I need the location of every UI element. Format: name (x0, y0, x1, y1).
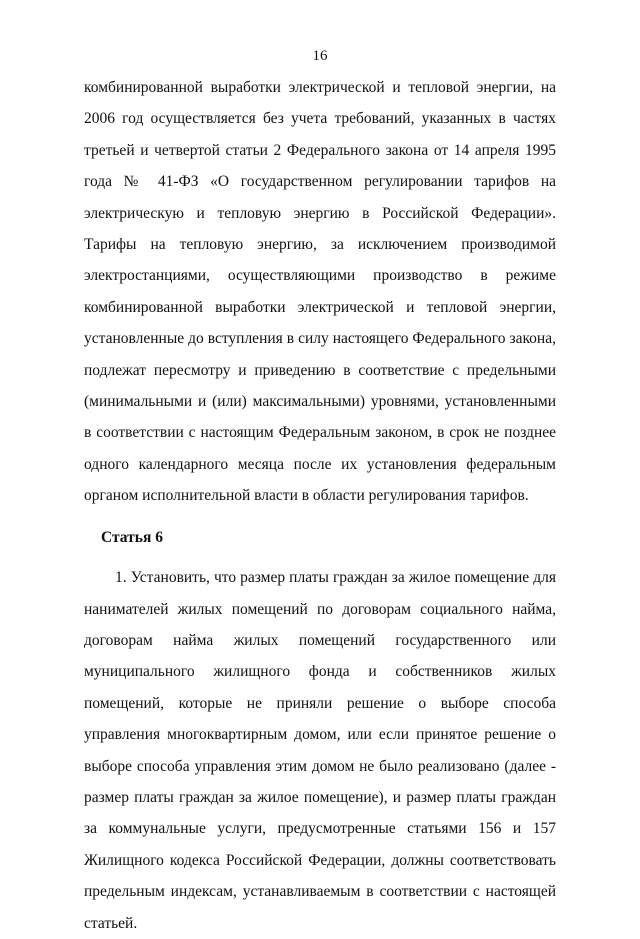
paragraph-continuation: комбинированной выработки электрической и тепловой энергии, на 2006 год осуществляется без учета требований, указанных в частях третьей и четвертой статьи 2 Федерального закона от 14 апреля 1995 года № 41-ФЗ «О государственном регулировании тарифов на электрическую и тепловую энергию в Российской Федерации». Тарифы на тепловую энергию, за исключением производимой электростанциями, осуществляющими производство в режиме комбинированной выработки электрической и тепловой энергии, установленные до вступления в силу настоящего Федерального закона, подлежат пересмотру и приведению в соответствие с предельными (минимальными и (или) максимальными) уровнями, установленными в соответствии с настоящим Федеральным законом, в срок не позднее одного календарного месяца после их установления федеральным органом исполнительной власти в области регулирования тарифов. (84, 79, 556, 505)
document-body (84, 72, 556, 939)
paragraph-article-6-part-1: 1. Установить, что размер платы граждан за жилое помещение для нанимателей жилых помещений по договорам социального найма, договорам найма жилых помещений государственного или муниципального жилищного фонда и собственников жилых помещений, которые не приняли решение о выборе способа управления многоквартирным домом, или если принятое решение о выборе способа управления этим домом не было реализовано (далее - размер платы граждан за жилое помещение), и размер платы граждан за коммунальные услуги, предусмотренные статьями 156 и 157 Жилищного кодекса Российской Федерации, должны соответствовать предельным индексам, устанавливаемым в соответствии с настоящей статьей. (84, 569, 556, 932)
article-heading: Статья 6 (101, 528, 163, 546)
page-number: 16 (312, 48, 328, 64)
